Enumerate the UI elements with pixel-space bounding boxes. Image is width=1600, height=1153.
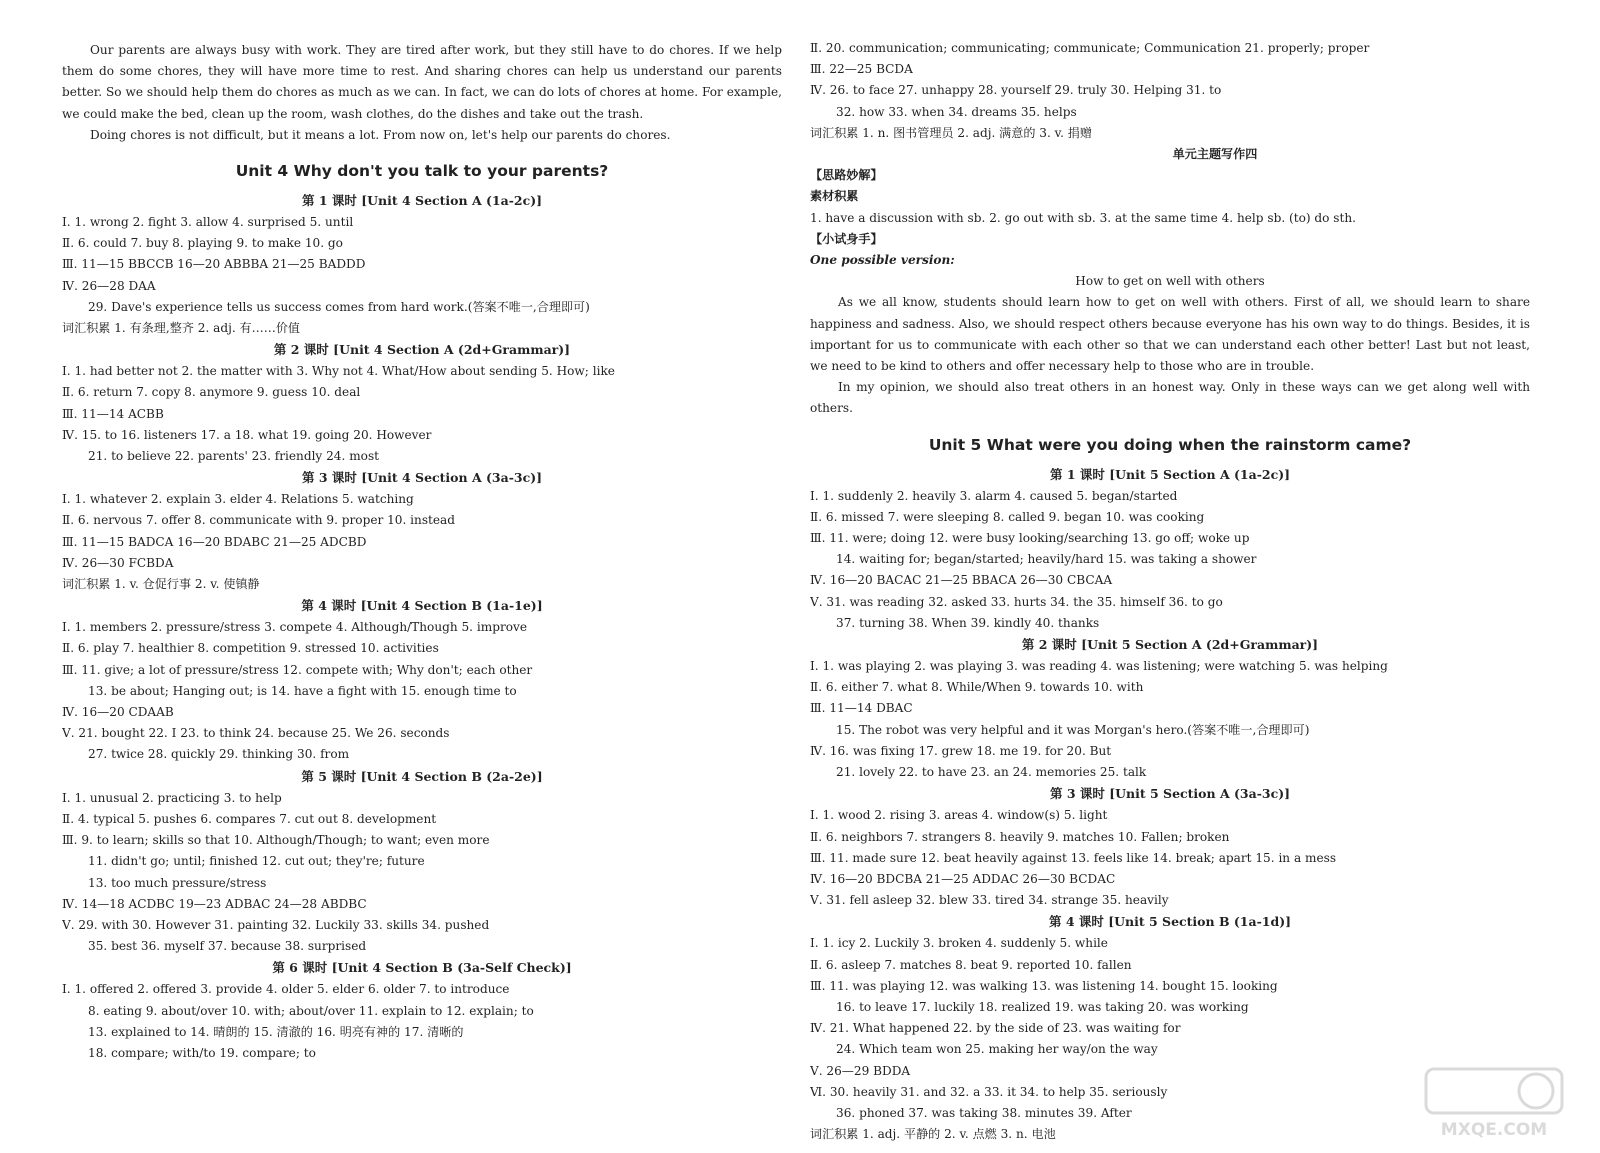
answer-line: Ⅲ. 22—25 BCDA (810, 62, 913, 77)
answer-line: 词汇积累 1. 有条理,整齐 2. adj. 有……价值 (62, 321, 301, 336)
answer-line: 14. waiting for; began/started; heavily/hard 15. was taking a shower (836, 552, 1257, 567)
answer-line: Ⅰ. 1. suddenly 2. heavily 3. alarm 4. caused 5. began/started (810, 488, 1178, 503)
answer-line: 32. how 33. when 34. dreams 35. helps (836, 104, 1077, 119)
essay-paragraph-1: Our parents are always busy with work. They are tired after work, but they still have to do chores. If we help them do some chores, they will have more time to rest. And sharing chores can help us understand our parents better. So we should help them do chores as much as we can. In fact, we can do lots of chores at home. For example, we could make the bed, clean up the room, wash clothes, do the dishes and take out the trash. (62, 43, 782, 121)
answer-line: 35. best 36. myself 37. because 38. surprised (88, 939, 367, 954)
answer-line: 15. The robot was very helpful and it was Morgan's hero.(答案不唯一,合理即可) (836, 722, 1310, 737)
answer-line: Ⅱ. 6. play 7. healthier 8. competition 9. stressed 10. activities (62, 641, 439, 656)
answer-line: Ⅱ. 6. missed 7. were sleeping 8. called 9. began 10. was cooking (810, 509, 1205, 524)
answer-line: 词汇积累 1. v. 仓促行事 2. v. 使镇静 (62, 577, 260, 592)
answer-line: Ⅴ. 26—29 BDDA (810, 1063, 911, 1078)
answer-line: Ⅲ. 9. to learn; skills so that 10. Although/Though; to want; even more (62, 833, 490, 848)
answer-line: Ⅳ. 26. to face 27. unhappy 28. yourself 29. truly 30. Helping 31. to (810, 83, 1222, 98)
answer-line: Ⅰ. 1. wood 2. rising 3. areas 4. window(s) 5. light (810, 808, 1108, 823)
answer-line: Ⅳ. 16—20 BACAC 21—25 BBACA 26—30 CBCAA (810, 573, 1113, 588)
answer-line: Ⅱ. 20. communication; communicating; communicate; Communication 21. properly; proper (810, 41, 1370, 55)
unit-4-title: Unit 4 Why don't you talk to your parents? (235, 162, 609, 181)
answer-line: Ⅳ. 26—30 FCBDA (62, 555, 174, 570)
answer-line: Ⅳ. 16—20 CDAAB (62, 705, 174, 720)
answer-line: 13. be about; Hanging out; is 14. have a fight with 15. enough time to (88, 683, 517, 698)
answer-line: Ⅱ. 6. could 7. buy 8. playing 9. to make 10. go (62, 236, 343, 251)
essay-title: How to get on well with others (1075, 274, 1265, 289)
answer-line: Ⅲ. 11. were; doing 12. were busy looking/searching 13. go off; woke up (810, 531, 1250, 546)
try-label: 【小试身手】 (810, 231, 883, 246)
lesson-title: 第 6 课时 [Unit 4 Section B (3a-Self Check)] (272, 960, 572, 976)
essay-paragraph-2: Doing chores is not difficult, but it means a lot. From now on, let's help our parents do chores. (90, 127, 671, 142)
answer-line: 36. phoned 37. was taking 38. minutes 39. After (836, 1105, 1132, 1120)
answer-line: Ⅱ. 6. either 7. what 8. While/When 9. towards 10. with (810, 680, 1144, 695)
answer-line: Ⅲ. 11—14 ACBB (62, 406, 164, 421)
unit-4-continued (810, 38, 1530, 144)
lesson-title: 第 2 课时 [Unit 4 Section A (2d+Grammar)] (273, 342, 571, 358)
answer-line: 21. to believe 22. parents' 23. friendly 24. most (88, 449, 380, 464)
idea-label: 【思路妙解】 (810, 168, 883, 183)
answer-line: Ⅲ. 11. made sure 12. beat heavily against 13. feels like 14. break; apart 15. in a mess (810, 850, 1337, 865)
answer-line: Ⅳ. 26—28 DAA (62, 278, 156, 293)
answer-line: Ⅳ. 16. was fixing 17. grew 18. me 19. for 20. But (810, 743, 1112, 758)
answer-line: Ⅰ. 1. was playing 2. was playing 3. was reading 4. was listening; were watching 5. was helping (810, 659, 1388, 674)
answer-line: 29. Dave's experience tells us success comes from hard work.(答案不唯一,合理即可) (88, 299, 590, 314)
answer-line: 37. turning 38. When 39. kindly 40. thanks (836, 615, 1100, 630)
material-label: 素材积累 (810, 189, 859, 204)
unit-5-title: Unit 5 What were you doing when the rainstorm came? (928, 435, 1412, 454)
watermark-text: MXQE.COM (1440, 1120, 1548, 1140)
answer-line: Ⅰ. 1. whatever 2. explain 3. elder 4. Relations 5. watching (62, 492, 414, 507)
unit-5-lessons (810, 464, 1530, 1146)
answer-line: 27. twice 28. quickly 29. thinking 30. from (88, 747, 350, 762)
answer-line: 词汇积累 1. adj. 平静的 2. v. 点燃 3. n. 电池 (810, 1127, 1056, 1142)
answer-line: Ⅰ. 1. wrong 2. fight 3. allow 4. surprised 5. until (62, 215, 354, 230)
writing-paragraph-2: In my opinion, we should also treat others in an honest way. Only in these ways can we get along well with others. (810, 380, 1530, 416)
answer-line: Ⅱ. 6. asleep 7. matches 8. beat 9. reported 10. fallen (810, 957, 1132, 972)
answer-line: Ⅱ. 6. nervous 7. offer 8. communicate with 9. proper 10. instead (62, 513, 456, 528)
lesson-title: 第 3 课时 [Unit 5 Section A (3a-3c)] (1049, 786, 1291, 802)
lesson-title: 第 4 课时 [Unit 4 Section B (1a-1e)] (301, 598, 543, 614)
answer-line: Ⅴ. 31. was reading 32. asked 33. hurts 34. the 35. himself 36. to go (810, 594, 1223, 609)
answer-line: 13. too much pressure/stress (88, 875, 267, 890)
answer-line: Ⅰ. 1. had better not 2. the matter with 3. Why not 4. What/How about sending 5. How; like (62, 364, 615, 379)
answer-line: 13. explained to 14. 晴朗的 15. 清澈的 16. 明亮有神的 17. 清晰的 (88, 1024, 464, 1039)
lesson-title: 第 1 课时 [Unit 5 Section A (1a-2c)] (1049, 466, 1291, 482)
answer-line: 11. didn't go; until; finished 12. cut out; they're; future (88, 854, 425, 869)
answer-line: 24. Which team won 25. making her way/on the way (836, 1042, 1158, 1057)
answer-line: Ⅴ. 21. bought 22. I 23. to think 24. because 25. We 26. seconds (62, 726, 450, 741)
version-label: One possible version: (810, 253, 955, 268)
answer-line: 8. eating 9. about/over 10. with; about/over 11. explain to 12. explain; to (88, 1003, 534, 1018)
answer-line: Ⅰ. 1. offered 2. offered 3. provide 4. older 5. elder 6. older 7. to introduce (62, 982, 510, 997)
answer-line: Ⅵ. 30. heavily 31. and 32. a 33. it 34. to help 35. seriously (810, 1084, 1168, 1099)
answer-line: 词汇积累 1. n. 图书管理员 2. adj. 满意的 3. v. 捐赠 (810, 125, 1092, 140)
answer-line: Ⅱ. 6. return 7. copy 8. anymore 9. guess 10. deal (62, 385, 361, 400)
answer-line: 16. to leave 17. luckily 18. realized 19. was taking 20. was working (836, 999, 1249, 1014)
lesson-title: 第 2 课时 [Unit 5 Section A (2d+Grammar)] (1021, 637, 1319, 653)
answer-line: Ⅴ. 29. with 30. However 31. painting 32. Luckily 33. skills 34. pushed (62, 917, 490, 932)
writing-paragraph-1: As we all know, students should learn how to get on well with others. First of all, we should learn to share happiness and sadness. Also, we should respect others because everyone has his own way to do things. Besides, it is important for us to communicate with each other so that we can understand each other better! Last but not least, we need to be kind to others and offer necessary help to those who are in trouble. (810, 295, 1530, 374)
material-line: 1. have a discussion with sb. 2. go out with sb. 3. at the same time 4. help sb. (to) do sth. (810, 210, 1357, 225)
answer-line: Ⅳ. 21. What happened 22. by the side of 23. was waiting for (810, 1021, 1181, 1036)
right-column (810, 38, 1530, 1145)
answer-line: Ⅲ. 11—14 DBAC (810, 701, 913, 716)
answer-line: 18. compare; with/to 19. compare; to (88, 1045, 316, 1060)
answer-line: 21. lovely 22. to have 23. an 24. memories 25. talk (836, 765, 1147, 780)
answer-line: Ⅳ. 16—20 BDCBA 21—25 ADDAC 26—30 BCDAC (810, 871, 1116, 886)
answer-line: Ⅳ. 14—18 ACDBC 19—23 ADBAC 24—28 ABDBC (62, 896, 367, 911)
answer-line: Ⅲ. 11—15 BBCCB 16—20 ABBBA 21—25 BADDD (62, 257, 366, 272)
answer-line: Ⅰ. 1. members 2. pressure/stress 3. compete 4. Although/Though 5. improve (62, 620, 527, 635)
unit-4-lessons (62, 190, 782, 1064)
watermark-logo (1424, 1067, 1564, 1141)
answer-line: Ⅱ. 4. typical 5. pushes 6. compares 7. cut out 8. development (62, 811, 437, 826)
answer-line: Ⅲ. 11—15 BADCA 16—20 BDABC 21—25 ADCBD (62, 534, 367, 549)
answer-line: Ⅳ. 15. to 16. listeners 17. a 18. what 19. going 20. However (62, 427, 432, 442)
writing-heading: 单元主题写作四 (1172, 147, 1258, 162)
answer-line: Ⅰ. 1. unusual 2. practicing 3. to help (62, 790, 282, 805)
answer-line: Ⅲ. 11. was playing 12. was walking 13. was listening 14. bought 15. looking (810, 978, 1278, 993)
lesson-title: 第 4 课时 [Unit 5 Section B (1a-1d)] (1048, 914, 1292, 930)
answer-line: Ⅰ. 1. icy 2. Luckily 3. broken 4. suddenly 5. while (810, 936, 1108, 951)
answer-line: Ⅱ. 6. neighbors 7. strangers 8. heavily 9. matches 10. Fallen; broken (810, 829, 1230, 844)
lesson-title: 第 3 课时 [Unit 4 Section A (3a-3c)] (301, 470, 543, 486)
answer-line: Ⅲ. 11. give; a lot of pressure/stress 12. compete with; Why don't; each other (62, 662, 533, 677)
answer-line: Ⅴ. 31. fell asleep 32. blew 33. tired 34. strange 35. heavily (810, 893, 1169, 908)
lesson-title: 第 1 课时 [Unit 4 Section A (1a-2c)] (301, 193, 543, 209)
lesson-title: 第 5 课时 [Unit 4 Section B (2a-2e)] (301, 768, 543, 784)
left-column (62, 40, 782, 1064)
